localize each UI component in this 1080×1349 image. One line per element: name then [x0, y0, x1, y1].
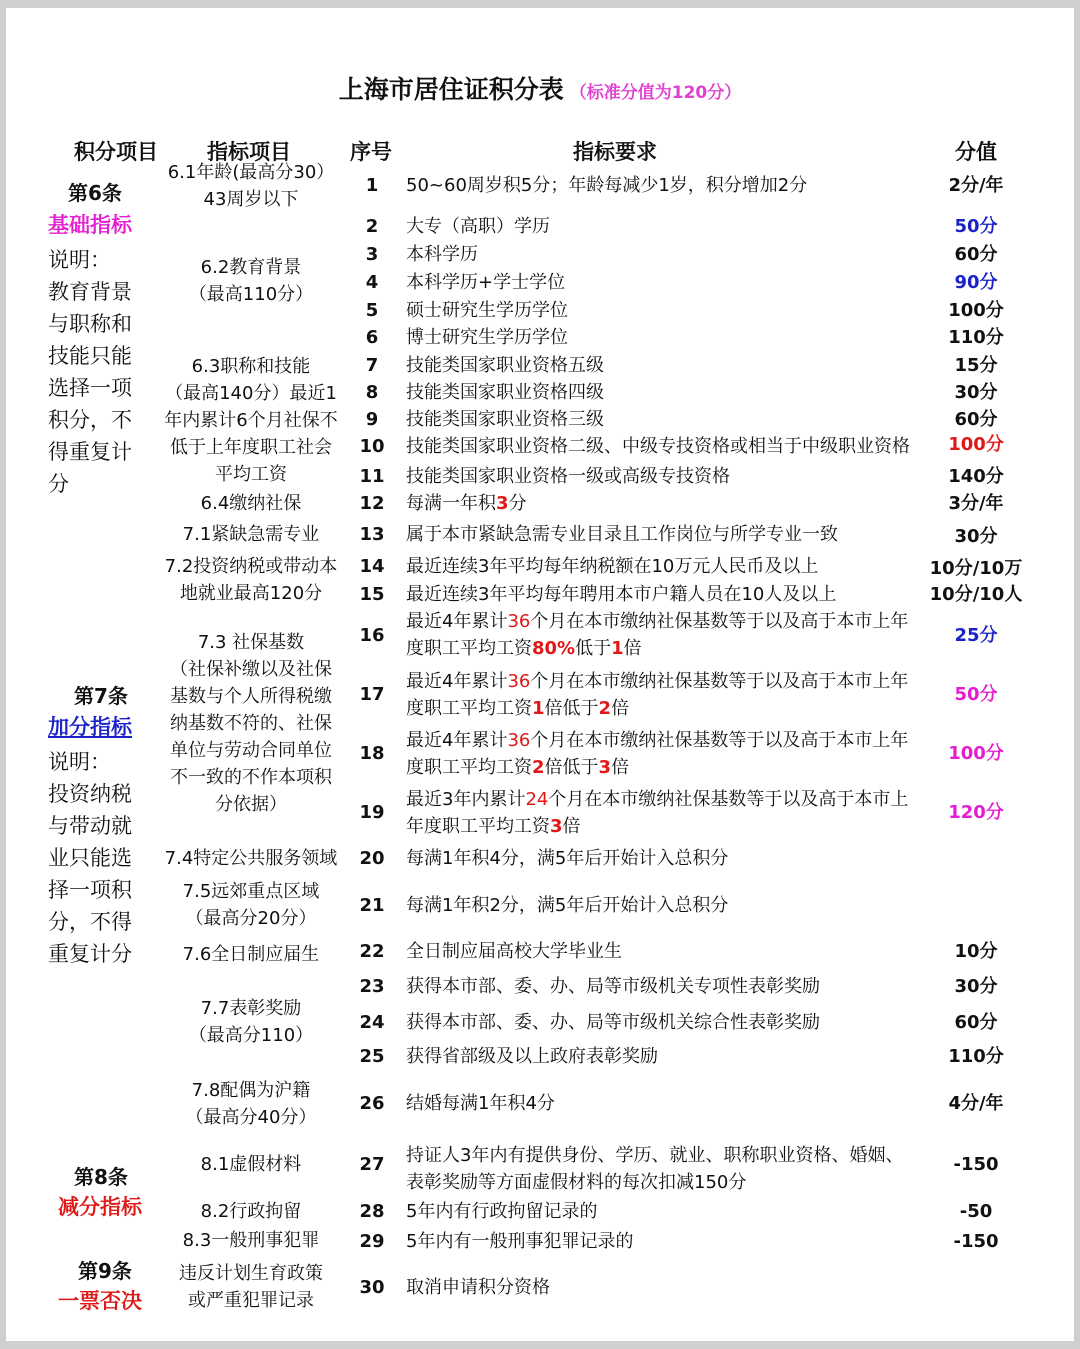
row-9-score: 60分 [954, 409, 998, 430]
row-15-requirement: 最近连续3年平均每年聘用本市户籍人员在10人及以上 [406, 584, 837, 605]
row-24-number: 24 [359, 1012, 385, 1033]
row-2-number: 2 [365, 216, 379, 237]
row-1-number: 1 [365, 175, 379, 196]
row-1-score: 2分/年 [948, 175, 1004, 196]
row-14-requirement: 最近连续3年平均每年纳税额在10万元人民币及以上 [406, 556, 819, 577]
section-deduction-indicators: 减分指标 [58, 1195, 142, 1219]
row-19-score: 120分 [948, 802, 1004, 823]
header-score: 分值 [955, 140, 997, 164]
row-13-requirement: 属于本市紧缺急需专业目录且工作岗位与所学专业一致 [406, 524, 838, 545]
row-3-number: 3 [365, 244, 379, 265]
row-23-score: 30分 [954, 976, 998, 997]
row-15-score: 10分/10人 [929, 584, 1023, 605]
row-8-score: 30分 [954, 382, 998, 403]
row-15-number: 15 [359, 584, 385, 605]
row-4-score: 90分 [954, 272, 998, 293]
row-4-number: 4 [365, 272, 379, 293]
row-21-number: 21 [359, 895, 385, 916]
row-14-score: 10分/10万 [929, 558, 1023, 579]
row-11-requirement: 技能类国家职业资格一级或高级专技资格 [406, 466, 730, 487]
row-30-number: 30 [359, 1277, 385, 1298]
row-16-requirement: 最近4年累计36个月在本市缴纳社保基数等于以及高于本市上年 度职工平均工资80%低于1倍 [406, 611, 909, 659]
row-27-number: 27 [359, 1154, 385, 1175]
header-seq: 序号 [350, 140, 392, 164]
row-7-score: 15分 [954, 355, 998, 376]
title-text: 上海市居住证积分表 [338, 75, 564, 104]
row-8-requirement: 技能类国家职业资格四级 [406, 382, 604, 403]
row-5-requirement: 硕士研究生学历学位 [406, 300, 568, 321]
row-25-score: 110分 [948, 1046, 1004, 1067]
row-11-number: 11 [359, 466, 385, 487]
row-6-number: 6 [365, 327, 379, 348]
row-28-requirement: 5年内有行政拘留记录的 [406, 1201, 598, 1222]
row-13-score: 30分 [954, 526, 998, 547]
row-5-number: 5 [365, 300, 379, 321]
page-title [6, 70, 1074, 106]
row-18-score: 100分 [948, 743, 1004, 764]
row-10-requirement: 技能类国家职业资格二级、中级专技资格或相当于中级职业资格 [406, 436, 910, 457]
indicator-8-1: 8.1虚假材料 [200, 1154, 302, 1175]
row-4-requirement: 本科学历+学士学位 [406, 272, 566, 293]
row-18-requirement: 最近4年累计36个月在本市缴纳社保基数等于以及高于本市上年 度职工平均工资2倍低于3倍 [406, 730, 909, 778]
row-28-number: 28 [359, 1201, 385, 1222]
row-17-requirement: 最近4年累计36个月在本市缴纳社保基数等于以及高于本市上年 度职工平均工资1倍低于2倍 [406, 671, 909, 719]
row-24-score: 60分 [954, 1012, 998, 1033]
row-9-number: 9 [365, 409, 379, 430]
article-7: 第7条 [74, 684, 128, 708]
row-17-number: 17 [359, 684, 385, 705]
indicator-6-3: 6.3职称和技能 （最高140分）最近1 年内累计6个月社保不 低于上年度职工社会 平均工资 [164, 356, 338, 485]
row-20-number: 20 [359, 848, 385, 869]
row-30-requirement: 取消申请积分资格 [406, 1277, 550, 1298]
header-requirement: 指标要求 [573, 140, 657, 164]
score-table-sheet [6, 8, 1074, 1341]
row-6-score: 110分 [948, 327, 1004, 348]
row-3-score: 60分 [954, 244, 998, 265]
row-1-requirement: 50~60周岁积5分；年龄每减少1岁，积分增加2分 [406, 175, 808, 196]
row-27-requirement: 持证人3年内有提供身份、学历、就业、职称职业资格、婚姻、 表彰奖励等方面虚假材料的每次扣减150分 [406, 1145, 904, 1193]
row-10-score: 100分 [948, 434, 1004, 455]
row-24-requirement: 获得本市部、委、办、局等市级机关综合性表彰奖励 [406, 1012, 820, 1033]
article-9: 第9条 [78, 1259, 132, 1283]
indicator-6-1: 6.1年龄(最高分30） 43周岁以下 [167, 162, 335, 210]
article-8: 第8条 [74, 1165, 128, 1189]
article-6: 第6条 [68, 181, 122, 205]
row-2-score: 50分 [954, 216, 998, 237]
row-22-number: 22 [359, 941, 385, 962]
row-14-number: 14 [359, 556, 385, 577]
indicator-8-2: 8.2行政拘留 [200, 1201, 302, 1222]
row-25-number: 25 [359, 1046, 385, 1067]
row-19-requirement: 最近3年内累计24个月在本市缴纳社保基数等于以及高于本市上 年度职工平均工资3倍 [406, 789, 909, 837]
row-16-score: 25分 [954, 625, 998, 646]
section-bonus-indicators: 加分指标 [48, 715, 132, 739]
row-16-number: 16 [359, 625, 385, 646]
row-2-requirement: 大专（高职）学历 [406, 216, 550, 237]
header-category: 积分项目 [74, 140, 158, 164]
row-23-number: 23 [359, 976, 385, 997]
indicator-7-2: 7.2投资纳税或带动本 地就业最高120分 [164, 556, 338, 604]
section-7-explanation: 说明： 投资纳税 与带动就 业只能选 择一项积 分，不得 重复计分 [48, 750, 132, 966]
indicator-6-2: 6.2教育背景 （最高110分） [188, 257, 314, 305]
row-19-number: 19 [359, 802, 385, 823]
row-12-score: 3分/年 [948, 493, 1004, 514]
row-18-number: 18 [359, 743, 385, 764]
row-22-score: 10分 [954, 941, 998, 962]
row-13-number: 13 [359, 524, 385, 545]
row-5-score: 100分 [948, 300, 1004, 321]
row-8-number: 8 [365, 382, 379, 403]
indicator-7-7: 7.7表彰奖励 （最高分110） [188, 998, 314, 1046]
indicator-7-8: 7.8配偶为沪籍 （最高分40分） [185, 1080, 317, 1128]
row-10-number: 10 [359, 436, 385, 457]
row-12-requirement: 每满一年积3分 [406, 493, 527, 514]
row-27-score: -150 [953, 1154, 999, 1175]
row-29-score: -150 [953, 1231, 999, 1252]
indicator-7-1: 7.1紧缺急需专业 [182, 524, 320, 545]
row-17-score: 50分 [954, 684, 998, 705]
row-21-requirement: 每满1年积2分，满5年后开始计入总积分 [406, 895, 729, 916]
row-26-number: 26 [359, 1093, 385, 1114]
row-26-score: 4分/年 [948, 1093, 1004, 1114]
header-indicator: 指标项目 [207, 140, 291, 164]
row-28-score: -50 [959, 1201, 993, 1222]
row-11-score: 140分 [948, 466, 1004, 487]
row-23-requirement: 获得本市部、委、办、局等市级机关专项性表彰奖励 [406, 976, 820, 997]
indicator-6-4: 6.4缴纳社保 [200, 493, 302, 514]
row-7-requirement: 技能类国家职业资格五级 [406, 355, 604, 376]
row-20-requirement: 每满1年积4分，满5年后开始计入总积分 [406, 848, 729, 869]
row-6-requirement: 博士研究生学历学位 [406, 327, 568, 348]
row-3-requirement: 本科学历 [406, 244, 478, 265]
title-note: （标准分值为120分） [569, 83, 742, 103]
row-29-requirement: 5年内有一般刑事犯罪记录的 [406, 1231, 634, 1252]
indicator-8-3: 8.3一般刑事犯罪 [182, 1230, 320, 1251]
indicator-9: 违反计划生育政策 或严重犯罪记录 [179, 1263, 323, 1311]
indicator-7-4: 7.4特定公共服务领域 [164, 848, 338, 869]
row-25-requirement: 获得省部级及以上政府表彰奖励 [406, 1046, 658, 1067]
section-basic-indicators: 基础指标 [48, 213, 132, 237]
row-12-number: 12 [359, 493, 385, 514]
section-veto: 一票否决 [58, 1289, 142, 1313]
indicator-7-3: 7.3 社保基数 （社保补缴以及社保 基数与个人所得税缴 纳基数不符的、社保 单位与劳动合同单位 不一致的不作本项积 分依据） [170, 632, 332, 815]
row-9-requirement: 技能类国家职业资格三级 [406, 409, 604, 430]
indicator-7-5: 7.5远郊重点区域 （最高分20分） [182, 881, 320, 929]
row-22-requirement: 全日制应届高校大学毕业生 [406, 941, 622, 962]
row-29-number: 29 [359, 1231, 385, 1252]
section-6-explanation: 说明： 教育背景 与职称和 技能只能 选择一项 积分，不 得重复计 分 [48, 248, 132, 496]
indicator-7-6: 7.6全日制应届生 [182, 944, 320, 965]
row-7-number: 7 [365, 355, 379, 376]
row-26-requirement: 结婚每满1年积4分 [406, 1093, 555, 1114]
